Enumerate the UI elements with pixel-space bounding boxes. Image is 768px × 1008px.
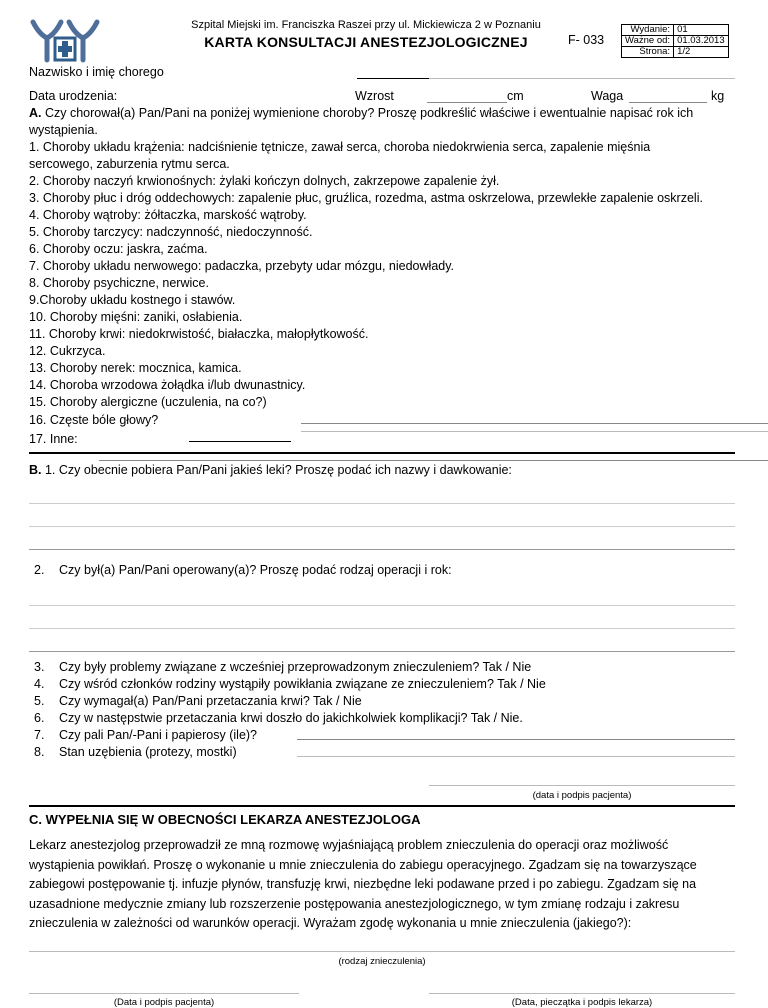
- patient-signature-b: [29, 761, 735, 803]
- list-item-headaches: [29, 412, 735, 431]
- question-number: 7.: [34, 728, 45, 742]
- list-item: 7. Choroby układu nerwowego: padaczka, przebyty udar mózgu, niedowłady.: [29, 259, 455, 273]
- section-b-q1: [29, 462, 735, 479]
- patient-signature-b-label: (data i podpis pacjenta): [532, 790, 632, 801]
- meta-key: Wydanie:: [622, 25, 674, 36]
- spacer: [29, 579, 735, 605]
- birth-row: [29, 88, 735, 105]
- meta-value: 01.03.2013: [674, 36, 729, 47]
- list-item: 8. Choroby psychiczne, nerwice.: [29, 276, 209, 290]
- list-item: 3. Choroby płuc i dróg oddechowych: zapalenie płuc, gruźlica, rozedma, astma oskrzelowa, przewlekłe zapalenie oskrzeli.: [29, 191, 703, 205]
- anesthesia-type: [29, 934, 735, 968]
- form-code: F- 033: [568, 33, 605, 47]
- question-3: [29, 659, 735, 676]
- patient-signature-b-line[interactable]: [429, 785, 735, 786]
- document-meta-table: [621, 24, 729, 58]
- question-number: 3.: [34, 660, 45, 674]
- birth-label: Data urodzenia:: [29, 89, 118, 103]
- section-b-divider: [29, 452, 735, 454]
- teeth-field[interactable]: [297, 756, 735, 757]
- meta-key: Strona:: [622, 47, 674, 58]
- medications-line-2[interactable]: [29, 526, 735, 549]
- list-item: 6. Choroby oczu: jaskra, zaćma.: [29, 242, 208, 256]
- question-number: 6.: [34, 711, 45, 725]
- weight-field[interactable]: [629, 102, 707, 103]
- form-title: KARTA KONSULTACJI ANESTEZJOLOGICZNEJ: [204, 34, 528, 50]
- question-number: 5.: [34, 694, 45, 708]
- consent-line: znieczulenia w zależności od warunków operacji. Wyrażam zgodę wykonania u mnie znieczulenia (jakiego?):: [29, 916, 632, 930]
- list-item-allergies: [29, 394, 735, 412]
- name-label: Nazwisko i imię chorego: [29, 65, 164, 79]
- medications-line-1[interactable]: [29, 503, 735, 526]
- weight-label: Waga: [591, 89, 624, 103]
- question-5: [29, 693, 735, 710]
- question-text: Czy wśród członków rodziny wystąpiły powikłania związane ze znieczuleniem? Tak / Nie: [59, 677, 546, 691]
- header: [29, 0, 735, 62]
- question-6: [29, 710, 735, 727]
- consent-line: zabiegowi postępowanie tj. infuzje płynów, transfuzję krwi, niezbędne leki podawane przed i po zabiegu. Zgadzam się na: [29, 877, 697, 891]
- doctor-signature-line[interactable]: [429, 993, 735, 994]
- list-item: 2. Choroby naczyń krwionośnych: żylaki kończyn dolnych, zakrzepowe zapalenie żył.: [29, 174, 500, 188]
- list-item-other: [29, 431, 735, 449]
- section-a-intro: [29, 105, 735, 139]
- height-label: Wzrost: [355, 89, 394, 103]
- question-number: 2.: [34, 563, 45, 577]
- list-item: 11. Choroby krwi: niedokrwistość, białaczka, małopłytkowość.: [29, 327, 369, 341]
- list-item: 10. Choroby mięśni: zaniki, osłabienia.: [29, 310, 243, 324]
- weight-unit: kg: [711, 89, 725, 103]
- disease-list: [29, 139, 735, 449]
- question-text: Czy były problemy związane z wcześniej przeprowadzonym znieczuleniem? Tak / Nie: [59, 660, 532, 674]
- q1-text: 1. Czy obecnie pobiera Pan/Pani jakieś leki? Proszę podać ich nazwy i dawkowanie:: [41, 463, 512, 477]
- name-field-mark: [357, 78, 429, 79]
- question-number: 4.: [34, 677, 45, 691]
- list-item: 1. Choroby układu krążenia: nadciśnienie tętnicze, zawał serca, choroba niedokrwienia serca, zapalenie mięśnia: [29, 140, 651, 154]
- section-b-letter: B.: [29, 463, 42, 477]
- operations-line-3[interactable]: [29, 651, 735, 659]
- doctor-signature-label: (Data, pieczątka i podpis lekarza): [511, 996, 653, 1008]
- list-item: sercowego, zaburzenia rytmu serca.: [29, 157, 230, 171]
- question-8: [29, 744, 735, 761]
- list-item: 9.Choroby układu kostnego i stawów.: [29, 293, 236, 307]
- q2-row: [29, 562, 735, 579]
- meta-value: 1/2: [674, 47, 729, 58]
- question-number: 8.: [34, 745, 45, 759]
- operations-line-2[interactable]: [29, 628, 735, 651]
- list-item: 5. Choroby tarczycy: nadczynność, niedoczynność.: [29, 225, 313, 239]
- smoking-field[interactable]: [297, 739, 735, 740]
- other-label: 17. Inne:: [29, 432, 78, 446]
- section-a-letter: A.: [29, 106, 42, 120]
- allergies-label: 15. Choroby alergiczne (uczulenia, na co?): [29, 395, 267, 409]
- section-c-title: C. WYPEŁNIA SIĘ W OBECNOŚCI LEKARZA ANESTEZJOLOGA: [29, 812, 421, 827]
- operations-line-1[interactable]: [29, 605, 735, 628]
- consent-line: uzasadnione medycznie zmiany lub rozszerzenie postępowania anestezjologicznego, w tym zmianę rodzaju i zakresu: [29, 896, 680, 911]
- name-row: [29, 64, 735, 82]
- question-text: Czy był(a) Pan/Pani operowany(a)? Proszę podać rodzaj operacji i rok:: [59, 563, 452, 577]
- other-field[interactable]: [99, 460, 768, 461]
- section-a-question: Czy chorował(a) Pan/Pani na poniżej wymienione choroby? Proszę podkreślić właściwe i ewentualnie napisać rok ich wystąpienia.: [29, 106, 694, 137]
- consent-line: wystąpienia powikłań. Proszę o wykonanie u mnie znieczulenia do zabiegu operacyjnego. Zgadzam się na towarzyszące: [29, 857, 697, 872]
- question-4: [29, 676, 735, 693]
- consent-line: Lekarz anestezjolog przeprowadził ze mną rozmowę wyjaśniającą problem znieczulenia do operacji oraz możliwość: [29, 838, 669, 852]
- list-item: 4. Choroby wątroby: żółtaczka, marskość wątroby.: [29, 208, 307, 222]
- question-text: Czy pali Pan/-Pani i papierosy (ile)?: [59, 728, 258, 742]
- hospital-name: Szpital Miejski im. Franciszka Raszei przy ul. Mickiewicza 2 w Poznaniu: [191, 19, 541, 31]
- headaches-label: 16. Częste bóle głowy?: [29, 413, 159, 427]
- question-2: [29, 562, 735, 579]
- question-7: [29, 727, 735, 744]
- question-text: Czy w następstwie przetaczania krwi doszło do jakichkolwiek komplikacji? Tak / Nie.: [59, 711, 523, 725]
- meta-key: Ważne od:: [622, 36, 674, 47]
- anesthesia-type-label: (rodzaj znieczulenia): [338, 955, 426, 967]
- hospital-logo-icon: [29, 16, 101, 64]
- patient-signature-c-label: (Data i podpis pacjenta): [113, 996, 215, 1008]
- height-field[interactable]: [427, 102, 507, 103]
- height-unit: cm: [507, 89, 524, 103]
- questions-3-8: [29, 659, 735, 761]
- consent-text: [29, 836, 735, 934]
- final-signatures: [29, 968, 735, 1008]
- section-c-divider: [29, 805, 735, 807]
- medications-line-3[interactable]: [29, 549, 735, 562]
- question-text: Stan uzębienia (protezy, mostki): [59, 745, 237, 759]
- anesthesia-type-field[interactable]: [29, 951, 735, 952]
- question-text: Czy wymagał(a) Pan/Pani przetaczania krwi? Tak / Nie: [59, 694, 362, 708]
- patient-signature-c-line[interactable]: [29, 993, 299, 994]
- spacer: [29, 479, 735, 503]
- list-item: 14. Choroba wrzodowa żołądka i/lub dwunastnicy.: [29, 378, 306, 392]
- list-item: 12. Cukrzyca.: [29, 344, 106, 358]
- meta-value: 01: [674, 25, 729, 36]
- list-item: 13. Choroby nerek: mocznica, kamica.: [29, 361, 242, 375]
